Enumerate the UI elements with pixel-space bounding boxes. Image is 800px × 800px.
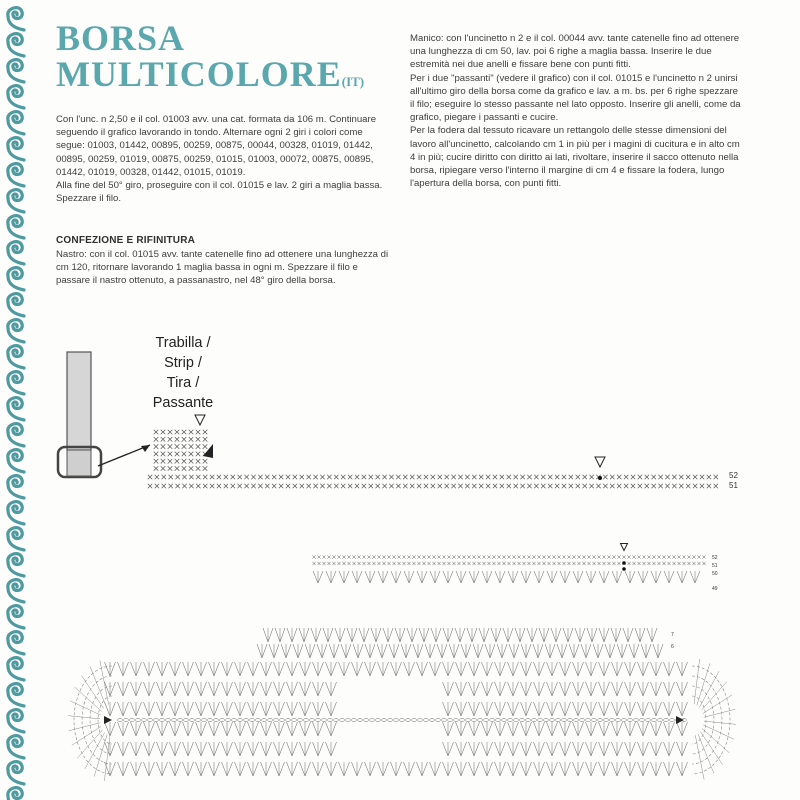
strip-label-line-4: Passante: [152, 395, 214, 411]
intro-paragraph-2: Alla fine del 50° giro, proseguire con il col. 01015 e lav. 2 giri a maglia bassa. Spezzare il filo.: [56, 180, 383, 205]
strip-label-line-1: Trabilla /: [155, 335, 211, 351]
manico-paragraph: Manico: con l'uncinetto n 2 e il col. 00044 avv. tante catenelle fino ad ottenere una lunghezza di cm 50, lav. poi 6 righe a maglia bassa. Inserire le due estremità nei due anelli e fissare bene con punti fitti.: [410, 33, 740, 71]
passanti-paragraph: Per i due "passanti" (vedere il grafico) con il col. 01015 e l'uncinetto n 2 unirsi all'ultimo giro della borsa come da grafico e lav. a m. bs. per 6 righe spezzare il filo; eseguire lo stesso passante nel lato opposto. Inserire gli anelli, come da grafico, piegare i passanti e cucire.: [410, 72, 741, 124]
row-number-50-mid: 50: [712, 571, 718, 577]
row-number-49-mid: 49: [712, 586, 718, 592]
row-number-6-bottom: 6: [671, 644, 674, 650]
strip-label-line-2: Strip /: [164, 355, 202, 371]
row-number-7-bottom: 7: [671, 632, 674, 638]
title-language-suffix: (IT): [341, 74, 365, 89]
confezione-heading: CONFEZIONE E RIFINITURA: [56, 235, 196, 246]
row-number-52-top: 52: [729, 471, 738, 480]
middle-section-chart: [312, 544, 705, 584]
row-number-51-mid: 51: [712, 563, 718, 569]
row-number-52-mid: 52: [712, 555, 718, 561]
base-oval-chart: [68, 628, 736, 781]
strap-illustration: [58, 352, 150, 477]
title-line-2-text: MULTICOLORE: [56, 54, 342, 94]
row-number-51-top: 51: [729, 481, 738, 490]
title-line-1: BORSA: [56, 18, 186, 58]
top-row-chart: [148, 457, 718, 488]
strip-label-line-3: Tira /: [166, 375, 200, 391]
intro-paragraph-1: Con l'unc. n 2,50 e il col. 01003 avv. una cat. formata da 106 m. Continuare seguendo il grafico lavorando in tondo. Alternare ogni 2 giri i colori come segue: 01003, 01442, 00895, 00259, 00875, 00044, 00328, 01019, 01442, 00895, 00259, 01019, 00875, 00259, 01015, 01003, 00072, 00875, 00895, 01442, 01019, 00328, 01442, 01015, 01019.: [56, 114, 377, 178]
confezione-paragraph: Nastro: con il col. 01015 avv. tante catenelle fino ad ottenere una lunghezza di cm 120, ritornare lavorando 1 maglia bassa in ogni m. Spezzare il filo e passare il nastro ottenuto, a passanastro, nel 48° giro della borsa.: [56, 249, 389, 287]
strip-stitch-chart: [154, 415, 213, 471]
fodera-paragraph: Per la fodera dal tessuto ricavare un rettangolo delle stesse dimensioni del lavoro all'uncinetto, calcolando cm 1 in più per i magini di cucitura e in alto cm 4 in più; cucire diritto con diritto ai lati, rivoltare, inserire il sacco ottenuto nella borsa, ripiegare verso l'interno il margine di cm 4 e fissare la fodera, lungo l'apertura della borsa, con punti fitti.: [410, 125, 740, 190]
